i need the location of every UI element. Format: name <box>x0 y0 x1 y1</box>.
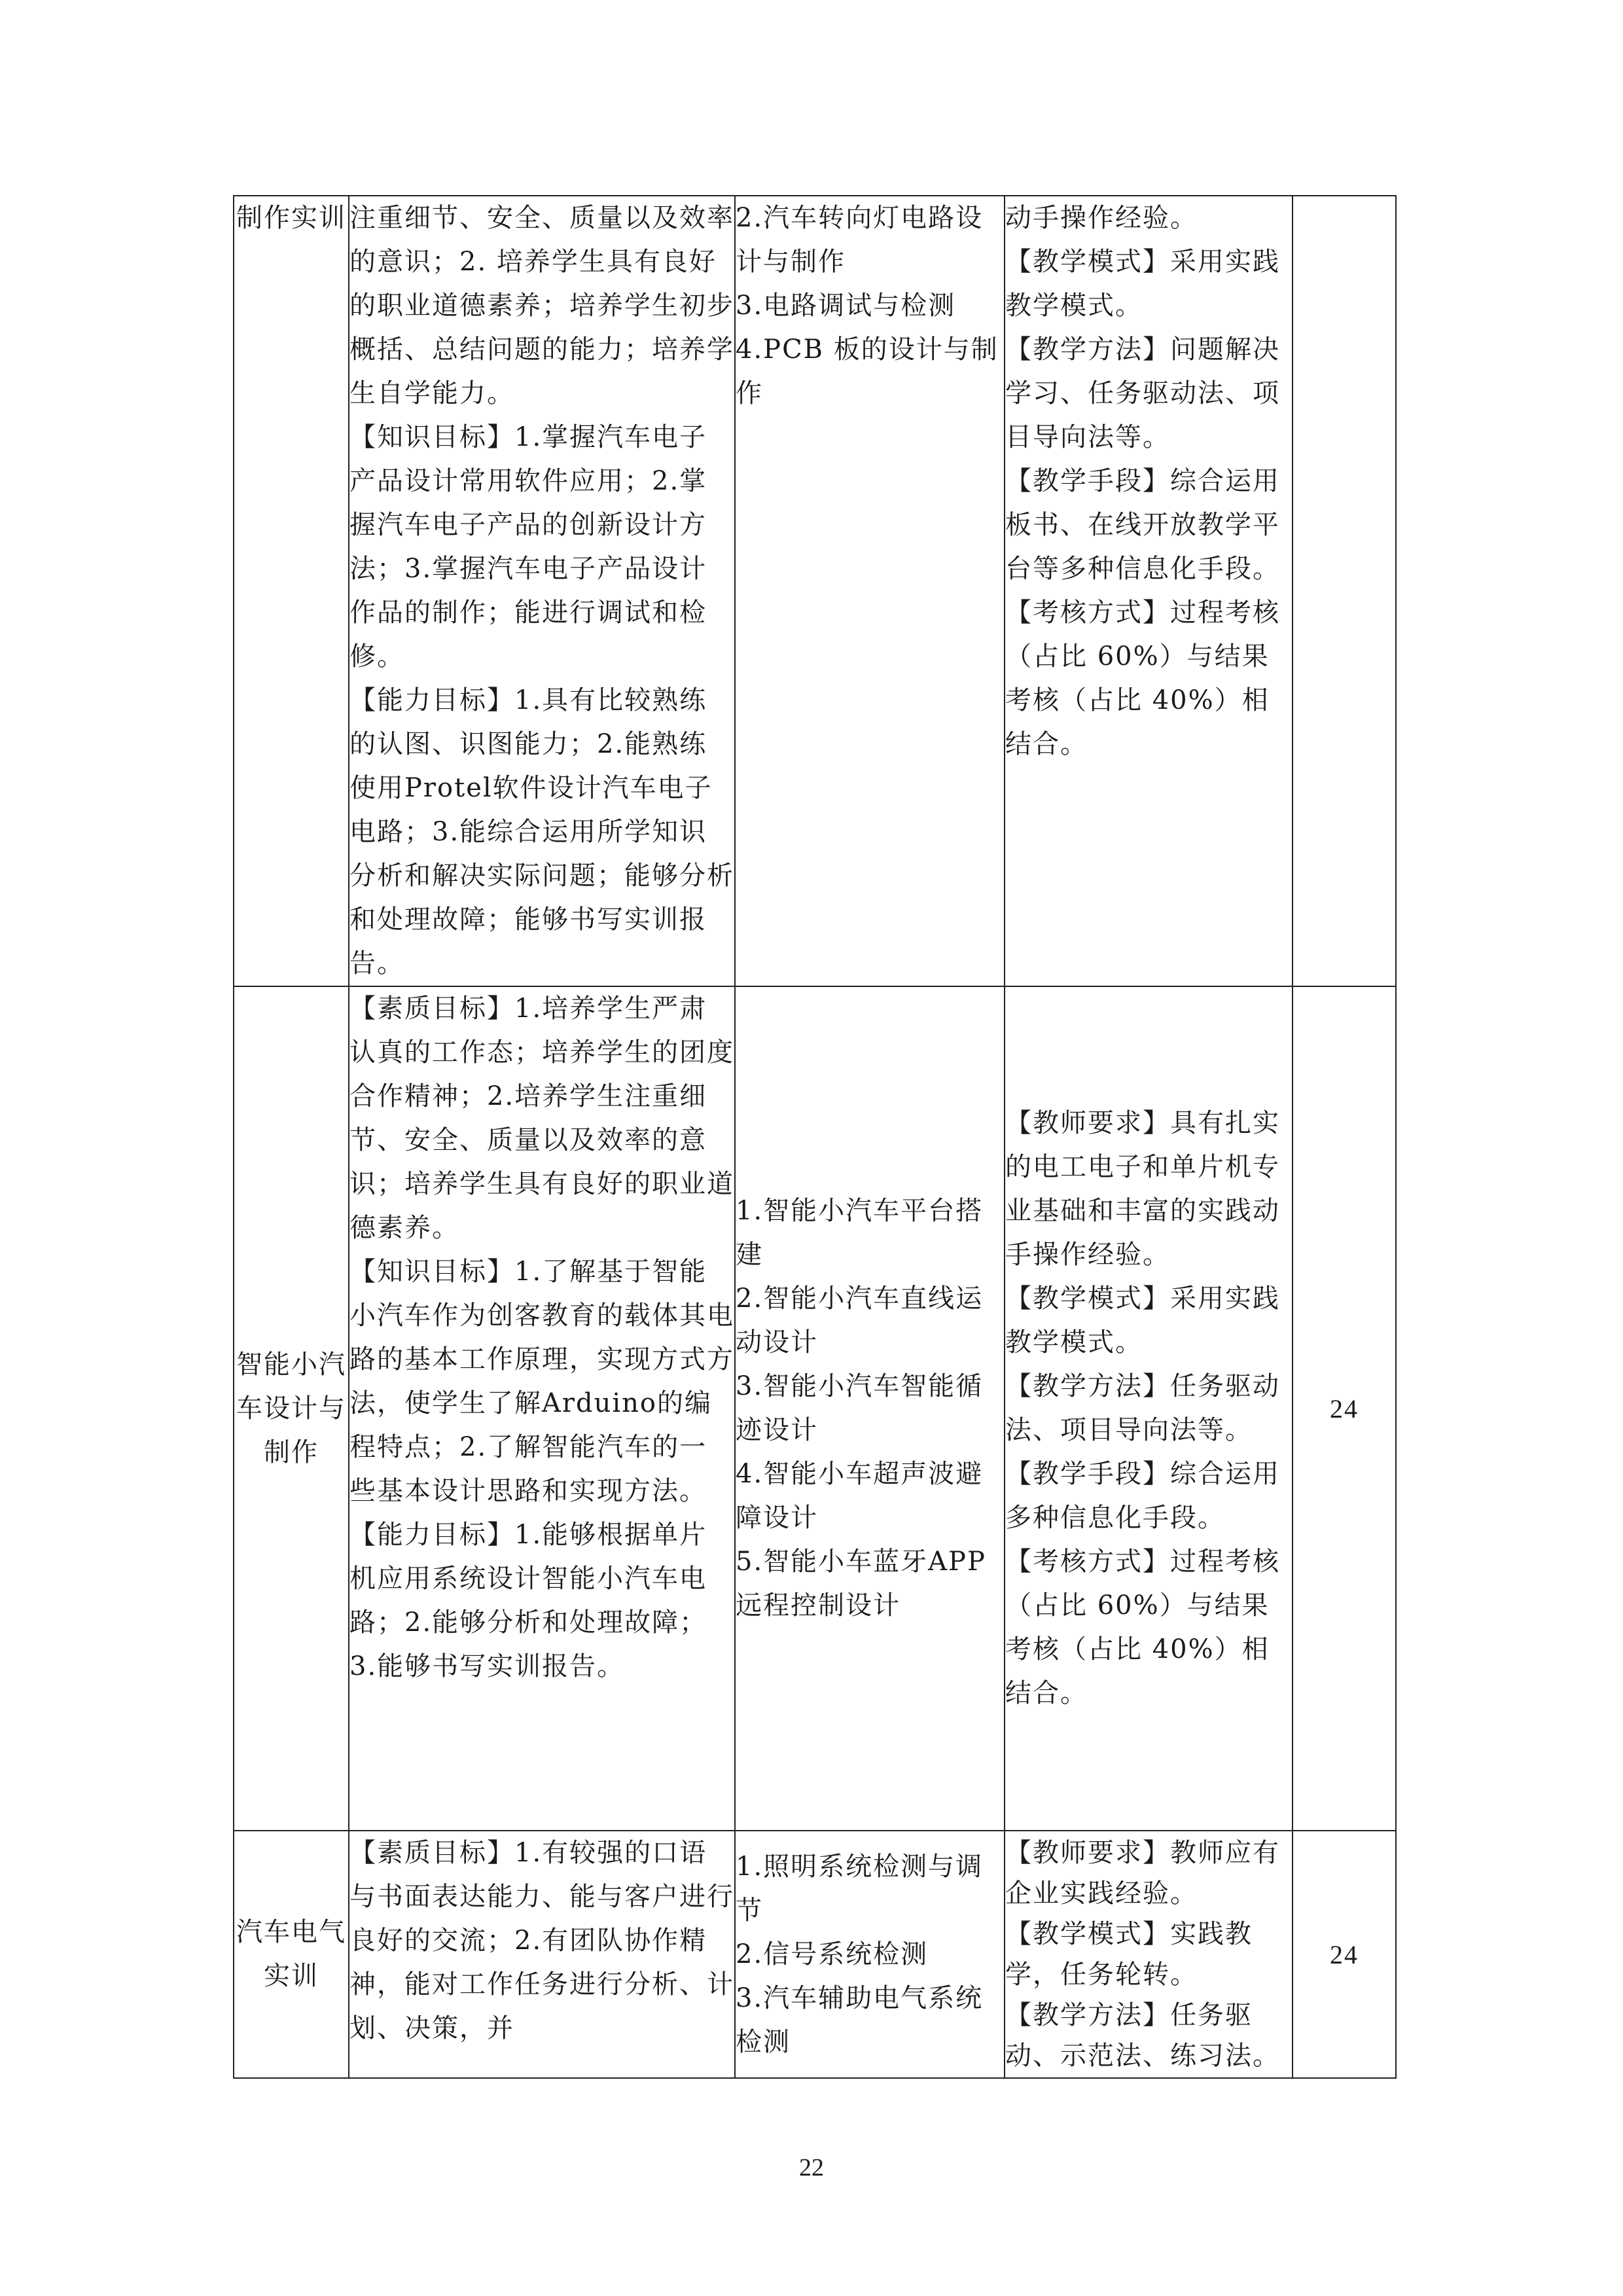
objective-paragraph: 【素质目标】1.培养学生严肃认真的工作态；培养学生的团度合作精神；2.培养学生注重细节、安全、质量以及效率的意识；培养学生具有良好的职业道德素养。 <box>349 994 734 1243</box>
content-item: 3.电路调试与检测 <box>736 291 956 321</box>
method-cell <box>1005 986 1293 1831</box>
objective-paragraph: 【能力目标】1.具有比较熟练的认图、识图能力；2.能熟练使用Protel软件设计汽车电子电路；3.能综合运用所学知识分析和解决实际问题；能够分析和处理故障；能够书写实训报告。 <box>349 685 734 978</box>
method-paragraph: 动手操作经验。 <box>1005 203 1198 233</box>
objective-paragraph: 【知识目标】1.了解基于智能小汽车作为创客教育的载体其电路的基本工作原理，实现方式方法，使学生了解Arduino的编程特点；2.了解智能汽车的一些基本设计思路和实现方法。 <box>349 1257 734 1506</box>
objective-paragraph: 【素质目标】1.有较强的口语与书面表达能力、能与客户进行良好的交流；2.有团队协作精神，能对工作任务进行分析、计划、决策，并 <box>349 1838 734 2043</box>
method-paragraph: 【教学手段】综合运用板书、在线开放教学平台等多种信息化手段。 <box>1005 466 1280 584</box>
content-item: 2.汽车转向灯电路设计与制作 <box>736 203 984 277</box>
content-item: 4.智能小车超声波避障设计 <box>736 1459 984 1533</box>
objective-paragraph: 【知识目标】1.掌握汽车电子产品设计常用软件应用；2.掌握汽车电子产品的创新设计方法；3.掌握汽车电子产品设计作品的制作；能进行调试和检修。 <box>349 422 707 672</box>
content-item: 5.智能小车蓝牙APP远程控制设计 <box>736 1547 986 1621</box>
content-cell <box>735 196 1005 986</box>
course-name-cell <box>234 986 349 1831</box>
content-item: 1.照明系统检测与调节 <box>736 1851 984 1926</box>
content-item: 2.智能小汽车直线运动设计 <box>736 1283 984 1357</box>
objectives-cell <box>349 1831 735 2078</box>
table-row <box>234 1831 1396 2078</box>
objectives-cell <box>349 196 735 986</box>
hours-cell <box>1293 196 1396 986</box>
hours-cell <box>1293 986 1396 1831</box>
objective-paragraph: 【能力目标】1.能够根据单片机应用系统设计智能小汽车电路；2.能够分析和处理故障；3.能够书写实训报告。 <box>349 1520 707 1681</box>
hours-cell <box>1293 1831 1396 2078</box>
content-item: 3.汽车辅助电气系统检测 <box>736 1982 984 2057</box>
course-name: 制作实训 <box>236 203 346 233</box>
method-paragraph: 【教学方法】问题解决学习、任务驱动法、项目导向法等。 <box>1005 334 1280 452</box>
hours-value: 24 <box>1330 1393 1359 1424</box>
method-paragraph: 【教学模式】采用实践教学模式。 <box>1005 247 1280 321</box>
course-name-cell <box>234 196 349 986</box>
method-paragraph: 【教学方法】任务驱动法、项目导向法等。 <box>1005 1371 1280 1445</box>
method-cell <box>1005 1831 1293 2078</box>
method-cell <box>1005 196 1293 986</box>
content-item: 4.PCB 板的设计与制作 <box>736 334 999 408</box>
course-table <box>233 195 1397 2079</box>
objectives-cell <box>349 986 735 1831</box>
method-paragraph: 【教学手段】综合运用多种信息化手段。 <box>1005 1459 1280 1533</box>
content-item: 3.智能小汽车智能循迹设计 <box>736 1371 984 1445</box>
page-number: 22 <box>799 2154 824 2181</box>
course-name-cell <box>234 1831 349 2078</box>
method-paragraph: 【考核方式】过程考核（占比 60%）与结果考核（占比 40%）相结合。 <box>1005 1547 1280 1708</box>
method-paragraph: 【考核方式】过程考核（占比 60%）与结果考核（占比 40%）相结合。 <box>1005 598 1280 759</box>
table-row <box>234 196 1396 986</box>
method-paragraph: 【教师要求】教师应有企业实践经验。 <box>1005 1838 1280 1909</box>
hours-value: 24 <box>1330 1939 1359 1969</box>
method-paragraph: 【教学模式】实践教学，任务轮转。 <box>1005 1919 1253 1990</box>
content-cell <box>735 986 1005 1831</box>
method-paragraph: 【教师要求】具有扎实的电工电子和单片机专业基础和丰富的实践动手操作经验。 <box>1005 1108 1280 1270</box>
content-item: 2.信号系统检测 <box>736 1939 929 1969</box>
method-paragraph: 【教学模式】采用实践教学模式。 <box>1005 1283 1280 1357</box>
content-item: 1.智能小汽车平台搭建 <box>736 1196 984 1270</box>
table-row <box>234 986 1396 1831</box>
objective-paragraph: 注重细节、安全、质量以及效率的意识；2. 培养学生具有良好的职业道德素养；培养学生初步概括、总结问题的能力；培养学生自学能力。 <box>349 203 734 408</box>
content-cell <box>735 1831 1005 2078</box>
course-name: 智能小汽车设计与制作 <box>236 1349 346 1467</box>
course-name: 汽车电气实训 <box>236 1917 346 1991</box>
method-paragraph: 【教学方法】任务驱动、示范法、练习法。 <box>1005 2000 1280 2071</box>
